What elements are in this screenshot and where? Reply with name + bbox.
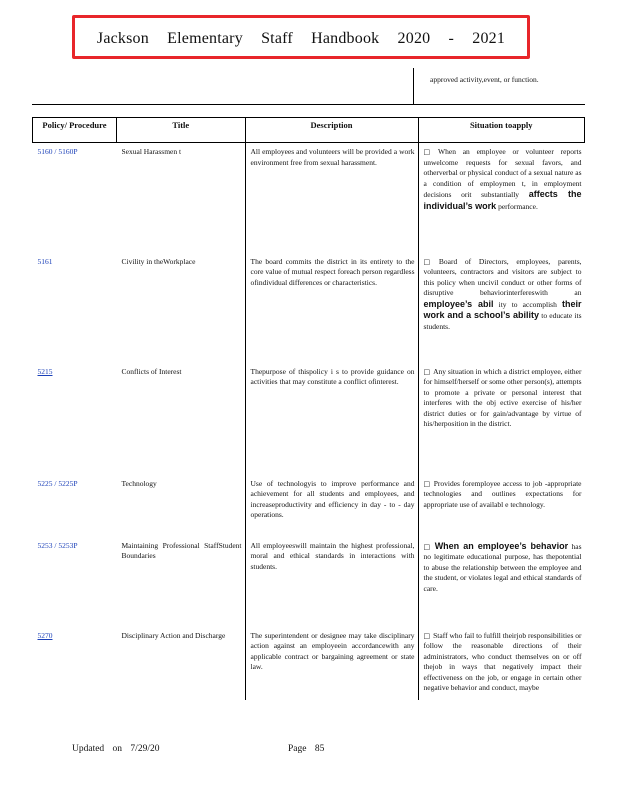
policy-description: Thepurpose of thispolicy i s to provide guidance on activities that may constitute a conflict ofinterest. [245, 363, 418, 475]
situation-text-end: to educate its students. [423, 311, 582, 331]
column-header-situation: Situation toapply [418, 118, 585, 143]
situation-text-mid: ity to accomplish [498, 299, 557, 309]
policy-situation [418, 143, 585, 253]
bullet-icon: □ [423, 631, 431, 640]
situation-text: Any situation in which a district employee, either for himself/herself or some other person(s), attempts to promote a private or personal interest that interferes with the obj ective exercise of his/her district duties or for gain/advantage by virtue of his/herposition in the district. [423, 366, 582, 428]
situation-text: Staff who fail to fulfill theirjob responsibilities or follow the reasonable directions of their administrators, who conduct themselves on or off thejob in ways that negatively impact their effectiveness on the job, or engage in certain other negative behavior and conduct, maybe [423, 630, 582, 692]
situation-emphasis: affects the individual’s work [423, 189, 582, 211]
situation-emphasis: employee’s abil [423, 298, 494, 309]
footer-page-number: Page 85 [288, 744, 325, 754]
handbook-title: Jackson Elementary Staff Handbook 2020 - 2021 [96, 30, 506, 47]
policy-situation [418, 475, 585, 537]
policy-link[interactable]: 5225 / 5225P [37, 478, 78, 488]
policy-link[interactable]: 5253 / 5253P [37, 540, 78, 550]
policy-situation [418, 537, 585, 627]
policy-link[interactable]: 5215 [37, 366, 53, 376]
table-row [33, 363, 585, 475]
policy-description: The board commits the district in its entirety to the core value of mutual respect foreach person regardless ofindividual differences or characteristics. [245, 253, 418, 363]
table-row [33, 475, 585, 537]
policy-description: Use of technologyis to improve performance and achievement for all students and employees, and increaseproductivity and efficiency in day - to - day operations. [245, 475, 418, 537]
section-divider [32, 104, 585, 105]
policy-description: All employeeswill maintain the highest professional, moral and ethical standards in interactions with students. [245, 537, 418, 627]
table-row [33, 143, 585, 253]
policy-table [32, 117, 585, 700]
policy-title: Civility in theWorkplace [121, 256, 196, 266]
policy-title: Sexual Harassmen t [121, 147, 182, 156]
table-row [33, 627, 585, 700]
policy-description: All employees and volunteers will be provided a work environment free from sexual harassment. [245, 143, 418, 253]
policy-link[interactable]: 5161 [37, 256, 53, 266]
previous-row-text: approved activity,event, or function. [430, 75, 539, 84]
policy-title: Conflicts of Interest [121, 366, 182, 376]
bullet-icon: □ [423, 542, 432, 551]
table-row [33, 537, 585, 627]
column-header-title: Title [117, 118, 246, 143]
policy-link[interactable]: 5160 / 5160P [37, 147, 78, 156]
policy-situation [418, 253, 585, 363]
policy-title: Technology [121, 478, 157, 488]
policy-situation [418, 627, 585, 700]
column-header-policy: Policy/ Procedure [33, 118, 117, 143]
situation-text: Board of Directors, employees, parents, volunteers, contractors and visitors are subject to this policy when uncivil conduct or other forms of disruptive behaviorinterfereswith an [423, 256, 582, 297]
bullet-icon: □ [423, 148, 436, 156]
bullet-icon: □ [423, 367, 431, 376]
situation-text-end: performance. [498, 201, 538, 211]
column-header-description: Description [245, 118, 418, 143]
footer-updated-date: Updated on 7/29/20 [72, 744, 160, 754]
previous-row-situation-cell [413, 68, 586, 104]
policy-link[interactable]: 5270 [37, 630, 53, 640]
bullet-icon: □ [423, 479, 431, 488]
situation-text: has no legitimate educational purpose, has thepotential to abuse the relationship between the employee and the student, or violates legal and ethical standards of care. [423, 541, 582, 593]
policy-situation [418, 363, 585, 475]
table-row [33, 253, 585, 363]
situation-text: When an employee or volunteer reports unwelcome requests for sexual favors, and otherverbal or physical conduct of a sexual nature as a condition of employmen t, in employment decisions orit substantially [423, 147, 582, 199]
bullet-icon: □ [423, 257, 436, 266]
situation-emphasis: When an employee’s behavior [434, 540, 569, 551]
situation-emphasis-2: their work and a school’s ability [423, 298, 582, 320]
header-highlight-box [72, 15, 530, 59]
policy-description: The superintendent or designee may take disciplinary action against an employeein accordancewith any applicable contract or bargaining agreement or state law. [245, 627, 418, 700]
policy-title: Maintaining Professional StaffStudent Boundaries [121, 540, 242, 560]
policy-title: Disciplinary Action and Discharge [121, 630, 226, 640]
situation-text: Provides foremployee access to job -appropriate technologies and outlines expectations for appropriate use of availabl e technology. [423, 478, 582, 509]
table-header-row [33, 118, 585, 143]
